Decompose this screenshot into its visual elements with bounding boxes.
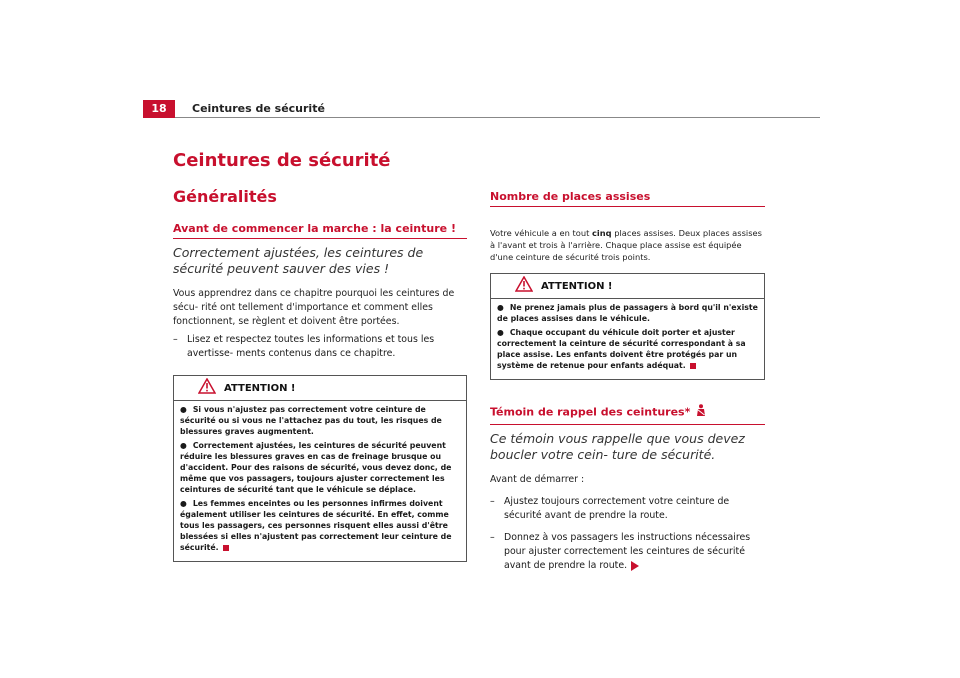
right-column [490, 190, 765, 573]
warning-body [491, 299, 764, 379]
warning-title: ATTENTION ! [541, 280, 613, 292]
reminder-lead: Ce témoin vous rappelle que vous devez boucler votre cein- ture de sécurité. [490, 431, 745, 462]
section-title: Généralités [173, 187, 277, 206]
warning-item-text: Si vous n'ajustez pas correctement votre ceinture de sécurité ou si vous ne l'attachez pas du tout, les risques de blessures graves augmentent. [180, 405, 442, 436]
warning-header [174, 376, 466, 401]
warning-triangle-icon [198, 378, 216, 398]
left-column [173, 222, 467, 562]
seats-count: cinq [591, 228, 612, 238]
bullet-icon: ● [180, 405, 187, 414]
warning-item [180, 498, 460, 553]
warning-item-text: Les femmes enceintes ou les personnes infirmes doivent également utiliser les ceintures de sécurité. En effet, comme tous les passagers, ces personnes risquent elles aussi d'être blessées si elles n'ajustent pas correctement leur ceinture de sécurité. [180, 499, 452, 552]
instruction-text: Lisez et respectez toutes les informations et tous les avertisse- ments contenus dans ce chapitre. [187, 334, 435, 359]
subsection-heading-seats: Nombre de places assises [490, 190, 765, 207]
seatbelt-warning-icon [696, 404, 706, 421]
instruction-item [490, 531, 765, 573]
instruction-text: Ajustez toujours correctement votre ceinture de sécurité avant de prendre la route. [504, 496, 730, 521]
page-number: 18 [143, 100, 175, 118]
chapter-title: Ceintures de sécurité [173, 150, 391, 171]
header-divider [175, 117, 820, 118]
warning-header [491, 274, 764, 299]
warning-item [497, 327, 758, 371]
dash-marker: – [490, 496, 495, 507]
warning-item-text: Ne prenez jamais plus de passagers à bord qu'il n'existe de places assises dans le véhicule. [497, 303, 758, 323]
warning-item [180, 440, 460, 495]
dash-marker: – [490, 532, 495, 543]
section-end-icon [223, 545, 229, 551]
warning-item-text: Chaque occupant du véhicule doit porter et ajuster correctement la ceinture de sécurité correspondant à sa place assise. Les enfants doivent être protégés par un système de retenue pour enfants adéquat. [497, 328, 746, 370]
dash-marker: – [173, 334, 178, 345]
warning-triangle-icon [515, 276, 533, 296]
section-end-icon [690, 363, 696, 369]
bullet-icon: ● [180, 441, 187, 450]
subsection-heading-seatbelt: Avant de commencer la marche : la ceinture ! [173, 222, 467, 239]
reminder-heading-text: Témoin de rappel des ceintures* [490, 405, 691, 419]
warning-box [490, 273, 765, 380]
continue-arrow-icon [631, 561, 639, 571]
instruction-item [490, 495, 765, 523]
reminder-intro: Avant de démarrer : [490, 474, 585, 485]
bullet-icon: ● [497, 328, 504, 337]
lead-text: Correctement ajustées, les ceintures de sécurité peuvent sauver des vies ! [173, 245, 424, 276]
running-header-title: Ceintures de sécurité [192, 102, 325, 115]
warning-title: ATTENTION ! [224, 382, 296, 394]
bullet-icon: ● [180, 499, 187, 508]
bullet-icon: ● [497, 303, 504, 312]
seats-text-before: Votre véhicule a en tout [490, 228, 590, 238]
seats-text-after: places assises. Deux places assises à l'avant et trois à l'arrière. Chaque place assise est équipée d'une ceinture de sécurité trois points. [490, 228, 762, 262]
instruction-item [173, 333, 467, 361]
instruction-text: Donnez à vos passagers les instructions nécessaires pour ajuster correctement les ceintures de sécurité avant de prendre la route. [504, 532, 751, 571]
warning-item [180, 404, 460, 437]
seats-paragraph [490, 227, 765, 263]
warning-body [174, 401, 466, 561]
body-paragraph: Vous apprendrez dans ce chapitre pourquoi les ceintures de sécu- rité ont tellement d'importance et comment elles fonctionnent, se règlent et doivent être portées. [173, 288, 455, 327]
warning-box [173, 375, 467, 562]
warning-item-text: Correctement ajustées, les ceintures de sécurité peuvent réduire les blessures graves en cas de freinage brusque ou d'accident. Pour des raisons de sécurité, vous devez donc, de même que vos passagers, toujours ajuster correctement les ceintures de sécurité tant que le véhicule se déplace. [180, 441, 452, 494]
warning-item [497, 302, 758, 324]
subsection-heading-reminder [490, 404, 765, 425]
